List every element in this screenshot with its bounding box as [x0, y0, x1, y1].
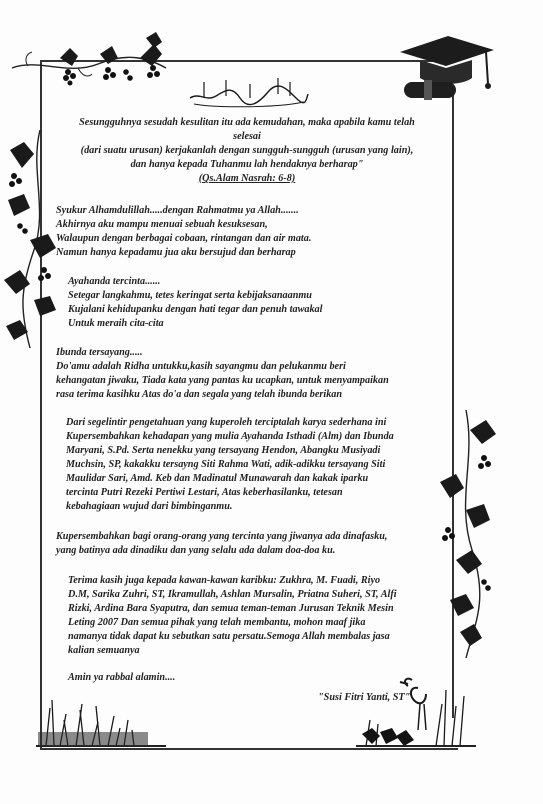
- text-line: rasa terima kasihku Atas do'a dan segala yang telah ibunda berikan: [56, 389, 343, 400]
- text-line: kehangatan jiwaku, Tiada kata yang pantas ku ucapkan, untuk menyampaikan: [56, 375, 389, 386]
- heron-marsh-bottom-right: [356, 660, 476, 752]
- author-signature: "Susi Fitri Yanti, ST": [318, 692, 411, 703]
- text-line: Leting 2007 Dan semua pihak yang telah membantu, mohon maaf jika: [68, 617, 366, 628]
- text-line: Maulidar Sari, Amd. Keb dan Madinatul Munawarah dan kakak iparku: [66, 473, 369, 484]
- text-line: namanya tidak dapat ku sebutkan satu persatu.Semoga Allah membalas jasa: [68, 631, 390, 642]
- grape-vine-top-left: [8, 28, 168, 98]
- bismillah-text: بسم الله الرحمن الرحيم: [217, 102, 279, 108]
- verse-line: selesai: [233, 131, 261, 142]
- text-line: Kupersembahkan bagi orang-orang yang tercinta yang jiwanya ada dinafasku,: [56, 531, 388, 542]
- text-line: Akhirnya aku mampu menuai sebuah kesuksesan,: [56, 219, 268, 230]
- text-line: Rizki, Ardina Bara Syaputra, dan semua teman-teman Jurusan Teknik Mesin: [68, 603, 394, 614]
- text-line: Walaupun dengan berbagai cobaan, rintangan dan air mata.: [56, 233, 312, 244]
- text-line: Untuk meraih cita-cita: [68, 318, 164, 329]
- text-line: kalian semuanya: [68, 645, 140, 656]
- text-line: Maryani, S.Pd. Serta nenekku yang tersayang Hendon, Abangku Musiyadi: [66, 445, 381, 456]
- diploma-scroll-icon: [398, 76, 462, 106]
- verse-line: Sesungguhnya sesudah kesulitan itu ada kemudahan, maka apabila kamu telah: [79, 117, 415, 128]
- text-line: D.M, Sarika Zuhri, ST, Ikramullah, Ashlan Mursalin, Priatna Suheri, ST, Alfi: [68, 589, 397, 600]
- grape-vine-right: [426, 410, 516, 660]
- text-line: Muchsin, SP, kakakku tersayng Siti Rahma Wati, adik-adikku tersayang Siti: [66, 459, 386, 470]
- verse-reference: (Qs.Alam Nasrah: 6-8): [198, 173, 296, 184]
- bismillah-calligraphy: [186, 74, 310, 108]
- text-line: Syukur Alhamdulillah.....dengan Rahmatmu ya Allah.......: [56, 205, 299, 216]
- text-line: Do'amu adalah Ridha untukku,kasih sayangmu dan pelukanmu beri: [56, 361, 346, 372]
- text-line: Ibunda tersayang.....: [56, 347, 143, 358]
- text-line: tercinta Putri Rezeki Pertiwi Lestari, Atas keberhasilanku, tetesan: [66, 487, 343, 498]
- text-line: Kujalani kehidupanku dengan hati tegar dan penuh tawakal: [68, 304, 323, 315]
- verse-line: (dari suatu urusan) kerjakanlah dengan sungguh-sungguh (urusan yang lain),: [80, 145, 414, 156]
- text-line: kebahagiaan wujud dari bimbinganmu.: [66, 501, 233, 512]
- closing-prayer: Amin ya rabbal alamin....: [68, 672, 176, 683]
- marsh-grass-bottom-left: [36, 680, 166, 750]
- text-line: Ayahanda tercinta......: [68, 276, 161, 287]
- text-line: Kupersembahkan kehadapan yang mulia Ayahanda Isthadi (Alm) dan Ibunda: [66, 431, 394, 442]
- text-line: Namun hanya kepadamu jua aku bersujud dan berharap: [56, 247, 296, 258]
- verse-line: dan hanya kepada Tuhanmu lah hendaknya berharap": [130, 159, 364, 170]
- text-line: yang batinya ada dinadiku dan yang selalu ada dalam doa-doa ku.: [56, 545, 336, 556]
- quran-verse: [54, 116, 440, 186]
- text-line: Dari segelintir pengetahuan yang kuperoleh terciptalah karya sederhana ini: [66, 417, 387, 428]
- text-line: Terima kasih juga kepada kawan-kawan karibku: Zukhra, M. Fuadi, Riyo: [68, 575, 381, 586]
- text-line: Setegar langkahmu, tetes keringat serta kebijaksanaanmu: [68, 290, 312, 301]
